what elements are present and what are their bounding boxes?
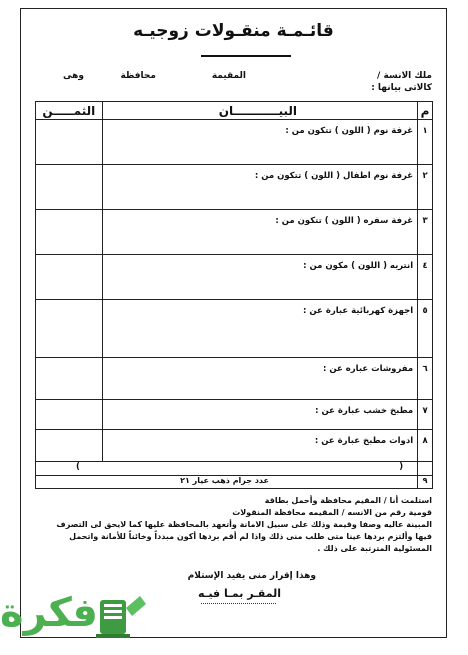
document-page [20, 8, 447, 638]
table-row [36, 430, 433, 462]
gold-row [36, 476, 433, 489]
row-price [36, 400, 103, 430]
items-table [35, 101, 433, 489]
row-description: انتريه ( اللون ) مكون من : [303, 261, 414, 271]
total-row [36, 462, 433, 476]
row-number: ٨ [422, 436, 428, 446]
table-row [36, 120, 433, 165]
row-price [36, 300, 103, 358]
table-row [36, 255, 433, 300]
row-number: ٢ [422, 171, 428, 181]
row-description: اجهزة كهربائية عبارة عن : [303, 306, 414, 316]
gold-text: عدد جرام ذهب عيار ٢١ [36, 476, 418, 489]
receipt-line-2: قومية رقم من الانسه / المقيمه محافظة المنقولات [232, 508, 432, 517]
table-row [36, 210, 433, 255]
title-underline [201, 55, 291, 57]
row-description: مطبخ خشب عبارة عن : [315, 406, 414, 416]
row-price [36, 165, 103, 210]
row-price [36, 120, 103, 165]
row-price [36, 430, 103, 462]
col-num-header: م [418, 102, 433, 120]
table-header-row [36, 102, 433, 120]
table-row [36, 165, 433, 210]
gold-number: ٩ [418, 476, 433, 489]
row-price [36, 255, 103, 300]
residence-label: المقيمة [211, 71, 246, 81]
row-description: غرفة نوم ( اللون ) تتكون من : [285, 126, 414, 136]
col-desc-header: البيـــــــــــان [102, 102, 417, 120]
and-label: وهى [63, 71, 84, 81]
total-close-paren: ) [76, 462, 80, 472]
total-in-words [36, 462, 418, 476]
details-label: كالاتى بيانها : [371, 83, 432, 93]
row-description: غرفة نوم اطفال ( اللون ) تتكون من : [254, 171, 414, 181]
row-number: ٥ [422, 306, 428, 316]
table-row [36, 300, 433, 358]
table-row [36, 400, 433, 430]
col-price-header: الثمـــــن [36, 102, 103, 120]
owner-label: ملك الانسة / [377, 71, 432, 81]
row-price [36, 210, 103, 255]
signature-line [201, 603, 276, 604]
watermark-logo [0, 588, 170, 650]
receipt-line-3: المبينة عاليه وصفا وقيمة وذلك على سبيل الامانة وأتعهد بالمحافظة عليها كما لايحق لى التصرف [56, 520, 432, 529]
row-description: ادوات مطبخ عبارة عن : [314, 436, 414, 446]
document-title: قائـمـة منقـولات زوجيـه [133, 21, 334, 41]
table-row [36, 358, 433, 400]
signature-label: المقـر بمـا فيـه [198, 587, 281, 600]
total-open-paren: ( [399, 462, 404, 472]
row-description: مفروشات عباره عن : [322, 364, 414, 374]
watermark-text: فكرة [0, 590, 98, 636]
receipt-line-5: المسئولية المترتبة على ذلك . [317, 544, 432, 553]
governorate-label: محافظة [120, 71, 156, 81]
row-number: ٣ [422, 216, 428, 226]
row-number: ٦ [422, 364, 428, 374]
receipt-line-4: فيها وألتزم بردها عينا متى طلب منى ذلك واذا لم أقم بردها أكون مبدداً وخائناً للأمانة واتحمل [69, 532, 432, 541]
receipt-line-1: استلمت أنا / المقيم محافظة وأحمل بطاقة [264, 496, 432, 505]
row-price [36, 358, 103, 400]
acknowledgment-text: وهذا إقرار منى يفيد الإستلام [187, 571, 316, 581]
row-description: غرفة سفره ( اللون ) تتكون من : [275, 216, 414, 226]
row-number: ٧ [422, 406, 428, 416]
row-number: ٤ [422, 261, 428, 271]
row-number: ١ [422, 126, 428, 136]
